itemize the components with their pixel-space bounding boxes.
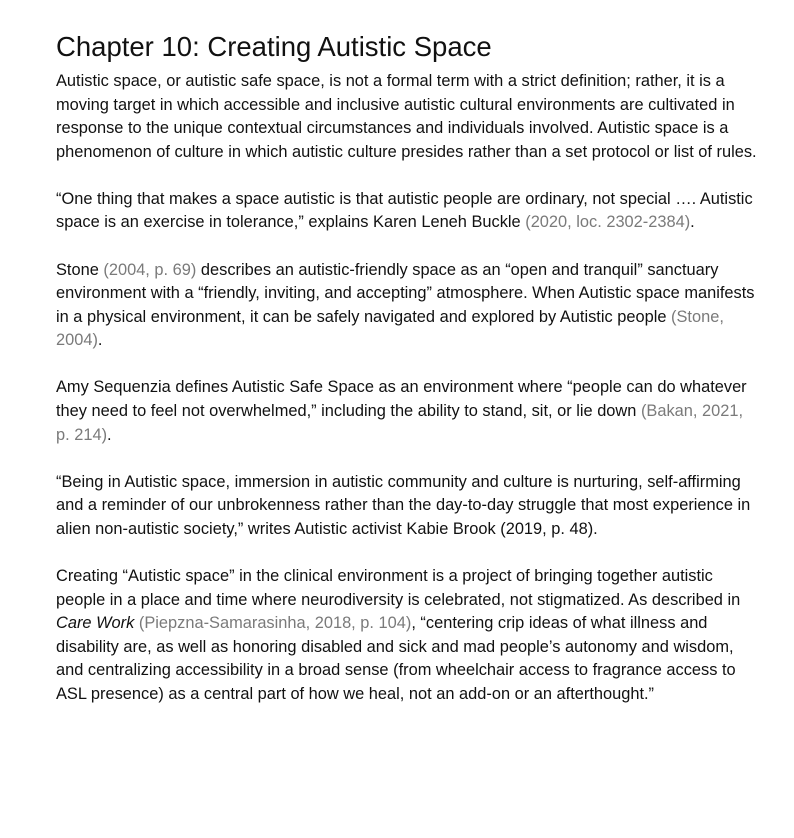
paragraph-buckle-end: . (690, 213, 695, 232)
paragraph-clinical-environment (56, 565, 760, 707)
book-title-care-work: Care Work (56, 614, 135, 633)
citation-stone: (Stone, 2004) (56, 307, 724, 350)
citation-bakan: (Bakan, 2021, p. 214) (56, 402, 743, 444)
paragraph-brook-text: “Being in Autistic space, immersion in autistic community and culture is nurturing, self-affirming and a reminder of our unbrokenness rather than the day-to-day struggle that most experience in alien non-autistic society,” writes Autistic activist Kabie Brook (2019, p. 48). (56, 472, 751, 538)
paragraph-definition (56, 70, 760, 164)
citation-piepzna-samarasinha: (Piepzna-Samarasinha, 2018, p. 104) (138, 614, 412, 633)
paragraph-clinical-text-c: , “centering crip ideas of what illness and disability are, as well as honoring disabled and sick and mad people’s autonomy and wisdom, and centralizing accessibility in a broad sense (from wheelchair access to fragrance access to ASL presence) as a central part of how we heal, not an add-on or an afterthought.” (56, 614, 736, 703)
paragraph-stone (56, 259, 760, 353)
citation-stone-page: (2004, p. 69) (103, 260, 197, 279)
paragraph-definition-text: Autistic space, or autistic safe space, is not a formal term with a strict definition; rather, it is a moving target in which accessible and inclusive autistic cultural environments are cultivated in response to the unique contextual circumstances and individuals involved. Autistic space is a phenomenon of culture in which autistic culture presides rather than a set protocol or list of rules. (56, 72, 757, 161)
paragraph-stone-end: . (97, 331, 103, 350)
paragraph-brook-quote (56, 471, 760, 542)
chapter-title: Chapter 10: Creating Autistic Space (56, 31, 492, 62)
chapter-body (56, 70, 760, 730)
paragraph-stone-text-b: describes an autistic-friendly space as an “open and tranquil” sanctuary environment with a “friendly, inviting, and accepting” atmosphere. When Autistic space manifests in a physical environment, it can be safely navigated and explored by Autistic people (56, 260, 755, 326)
paragraph-stone-text-a: Stone (56, 260, 104, 279)
paragraph-sequenzia (56, 376, 760, 447)
paragraph-buckle-text: “One thing that makes a space autistic is that autistic people are ordinary, not special …. Autistic space is an exercise in tolerance,” explains Karen Leneh Buckle (56, 189, 753, 232)
paragraph-sequenzia-end: . (107, 425, 112, 444)
paragraph-buckle-quote (56, 188, 760, 235)
citation-buckle: (2020, loc. 2302-2384) (525, 213, 691, 232)
paragraph-clinical-text-a: Creating “Autistic space” in the clinical environment is a project of bringing together autistic people in a place and time where neurodiversity is celebrated, not stigmatized. As described in (56, 567, 741, 609)
paragraph-sequenzia-text: Amy Sequenzia defines Autistic Safe Space as an environment where “people can do whatever they need to feel not overwhelmed,” including the ability to stand, sit, or lie down (56, 378, 747, 421)
